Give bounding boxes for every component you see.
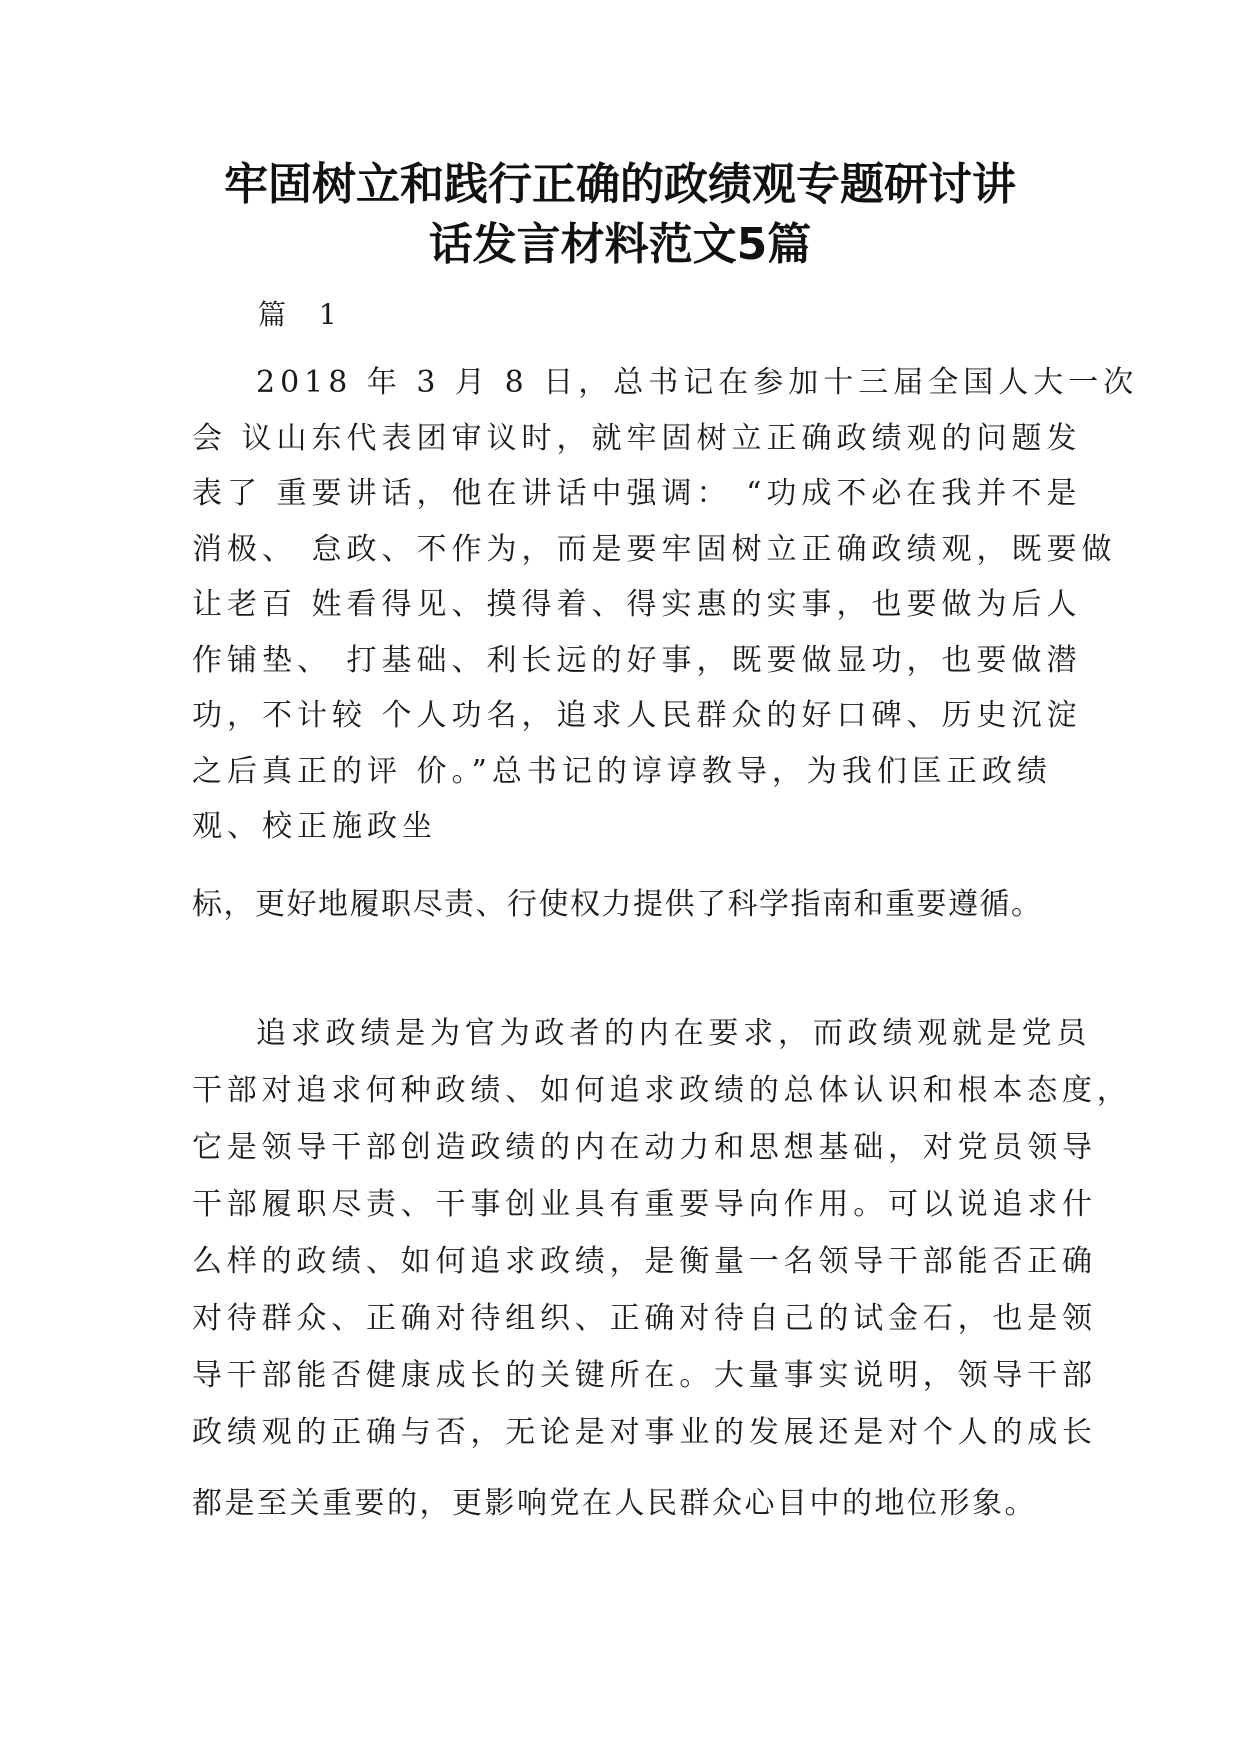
paragraph-1-line-6: 作铺垫、 打基础、利长远的好事，既要做显功，也要做潜	[192, 643, 1082, 678]
paragraph-2-line-1: 追求政绩是为官为政者的内在要求，而政绩观就是党员	[256, 1016, 1092, 1051]
paragraph-2-line-2: 干部对追求何种政绩、如何追求政绩的总体认识和根本态度，	[192, 1073, 1132, 1108]
paragraph-2-line-6: 对待群众、正确对待组织、正确对待自己的试金石，也是领	[192, 1301, 1097, 1336]
paragraph-2-line-7: 导干部能否健康成长的关键所在。大量事实说明，领导干部	[192, 1358, 1097, 1393]
document-title-line-2: 话发言材料范文5篇	[428, 219, 812, 270]
paragraph-1-line-9: 观、校正施政坐	[192, 809, 437, 844]
section-label: 篇 1	[258, 298, 349, 331]
paragraph-1-line-2: 会 议山东代表团审议时，就牢固树立正确政绩观的问题发	[192, 421, 1082, 456]
paragraph-1-line-7: 功，不计较 个人功名，追求人民群众的好口碑、历史沉淀	[192, 698, 1082, 733]
paragraph-1-line-5: 让老百 姓看得见、摸得着、得实惠的实事，也要做为后人	[192, 587, 1082, 622]
paragraph-2-tail: 都是至关重要的，更影响党在人民群众心目中的地位形象。	[192, 1486, 1037, 1521]
paragraph-1-tail: 标，更好地履职尽责、行使权力提供了科学指南和重要遵循。	[192, 887, 1043, 922]
paragraph-1-line-3: 表了 重要讲话，他在讲话中强调： “功成不必在我并不是	[192, 476, 1082, 511]
paragraph-2-line-3: 它是领导干部创造政绩的内在动力和思想基础，对党员领导	[192, 1130, 1097, 1165]
paragraph-2-line-4: 干部履职尽责、干事创业具有重要导向作用。可以说追求什	[192, 1187, 1097, 1222]
paragraph-1-line-4: 消极、 怠政、不作为，而是要牢固树立正确政绩观，既要做	[192, 532, 1117, 567]
paragraph-1-line-1: 2018 年 3 月 8 日，总书记在参加十三届全国人大一次	[256, 365, 1139, 400]
document-title-line-1: 牢固树立和践行正确的政绩观专题研讨讲	[224, 159, 1016, 210]
paragraph-2-line-5: 么样的政绩、如何追求政绩，是衡量一名领导干部能否正确	[192, 1244, 1097, 1279]
paragraph-2-line-8: 政绩观的正确与否，无论是对事业的发展还是对个人的成长	[192, 1415, 1097, 1450]
paragraph-1-line-8: 之后真正的评 价。”总书记的谆谆教导，为我们匡正政绩	[192, 754, 1052, 789]
